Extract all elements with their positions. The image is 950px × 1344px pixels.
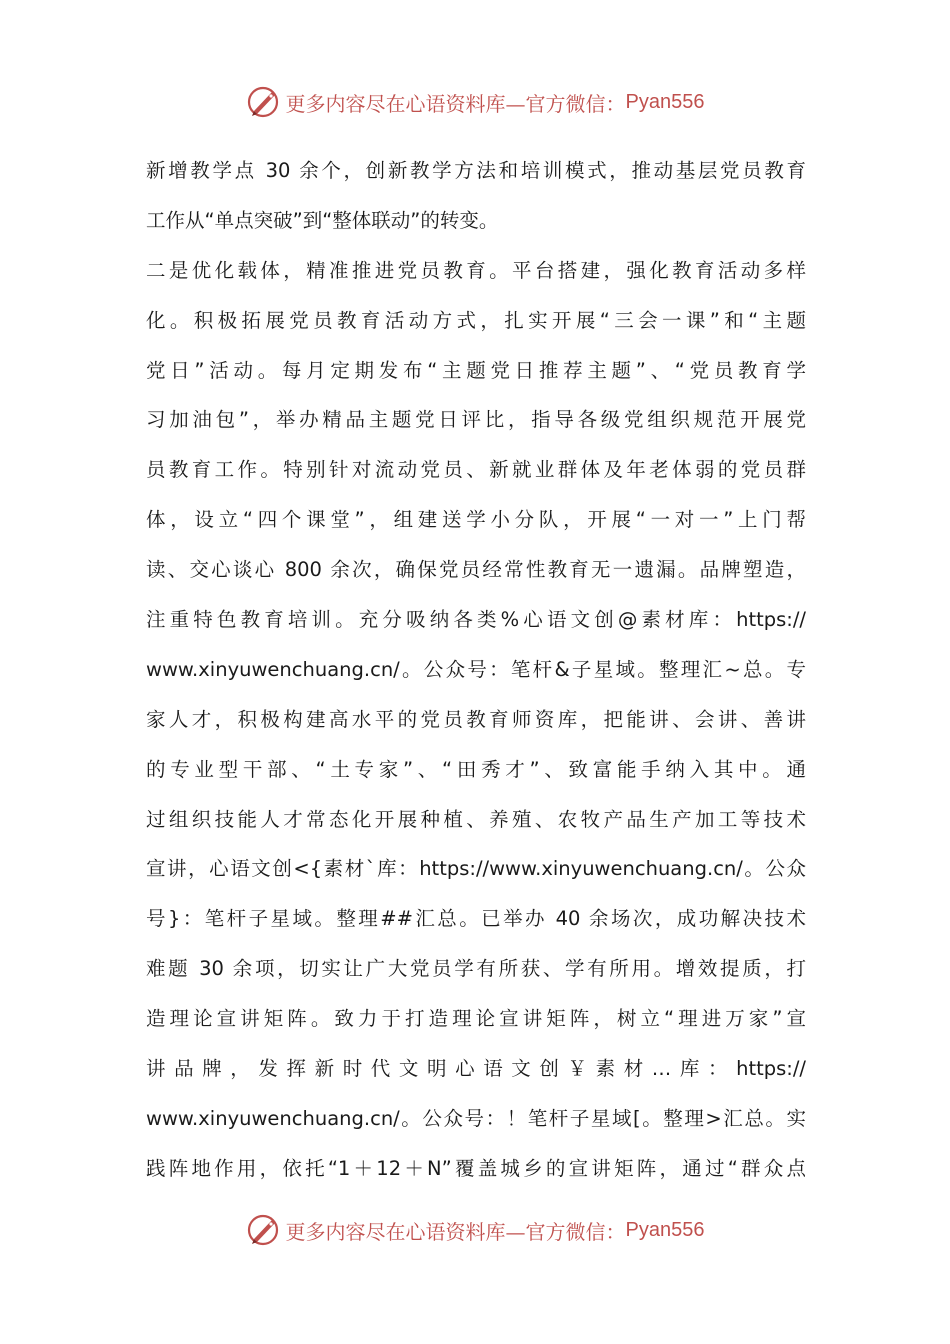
header-banner (0, 80, 950, 124)
footer-banner-text: 更多内容尽在心语资料库—官方微信： (285, 1219, 626, 1244)
footer-banner (0, 1208, 950, 1252)
header-banner-handle: Pyan556 (625, 90, 705, 113)
body-line: 过组织技能人才常态化开展种植、养殖、农牧产品生产加工等技术 (146, 807, 806, 831)
body-line: 难题 30 余项，切实让广大党员学有所获、学有所用。增效提质，打 (146, 957, 806, 981)
body-line: 读、交心谈心 800 余次，确保党员经常性教育无一遗漏。品牌塑造， (146, 558, 806, 582)
document-body (146, 146, 806, 1194)
header-banner-text: 更多内容尽在心语资料库—官方微信： (285, 91, 626, 116)
body-line: 二是优化载体，精准推进党员教育。平台搭建，强化教育活动多样 (146, 258, 806, 282)
body-line: www.xinyuwenchuang.cn/。公众号：笔杆&子星域。整理汇~总。专 (146, 657, 806, 681)
body-line: 宣讲，心语文创<{素材`库：https://www.xinyuwenchuang.cn/。公众 (146, 857, 806, 881)
footer-banner-handle: Pyan556 (625, 1218, 705, 1241)
body-line: 新增教学点 30 余个，创新教学方法和培训模式，推动基层党员教育 (146, 159, 806, 182)
body-line: 习加油包”，举办精品主题党日评比，指导各级党组织规范开展党 (146, 408, 806, 432)
pen-logo-icon (246, 84, 282, 120)
body-line: 家人才，积极构建高水平的党员教育师资库，把能讲、会讲、善讲 (146, 707, 806, 731)
body-line: 践阵地作用，依托“1＋12＋N”覆盖城乡的宣讲矩阵，通过“群众点 (146, 1156, 806, 1180)
body-line: 化。积极拓展党员教育活动方式，扎实开展“三会一课”和“主题 (146, 308, 806, 332)
body-line: 造理论宣讲矩阵。致力于打造理论宣讲矩阵，树立“理进万家”宣 (146, 1007, 806, 1031)
body-line: www.xinyuwenchuang.cn/。公众号：！笔杆子星域[。整理>汇总。实 (146, 1106, 806, 1130)
body-line: 讲品牌，发挥新时代文明心语文创￥素材…库：https:// (146, 1057, 806, 1081)
body-line: 工作从“单点突破”到“整体联动”的转变。 (146, 208, 499, 232)
body-line: 体，设立“四个课堂”，组建送学小分队，开展“一对一”上门帮 (146, 508, 806, 532)
body-line: 党日”活动。每月定期发布“主题党日推荐主题”、“党员教育学 (146, 358, 806, 382)
body-line: 注重特色教育培训。充分吸纳各类%心语文创@素材库：https:// (146, 608, 806, 632)
body-line: 的专业型干部、“土专家”、“田秀才”、致富能手纳入其中。通 (146, 757, 806, 781)
body-line: 员教育工作。特别针对流动党员、新就业群体及年老体弱的党员群 (146, 458, 806, 482)
body-line: 号}：笔杆子星域。整理##汇总。已举办 40 余场次，成功解决技术 (146, 907, 806, 931)
pen-logo-icon (246, 1212, 282, 1248)
